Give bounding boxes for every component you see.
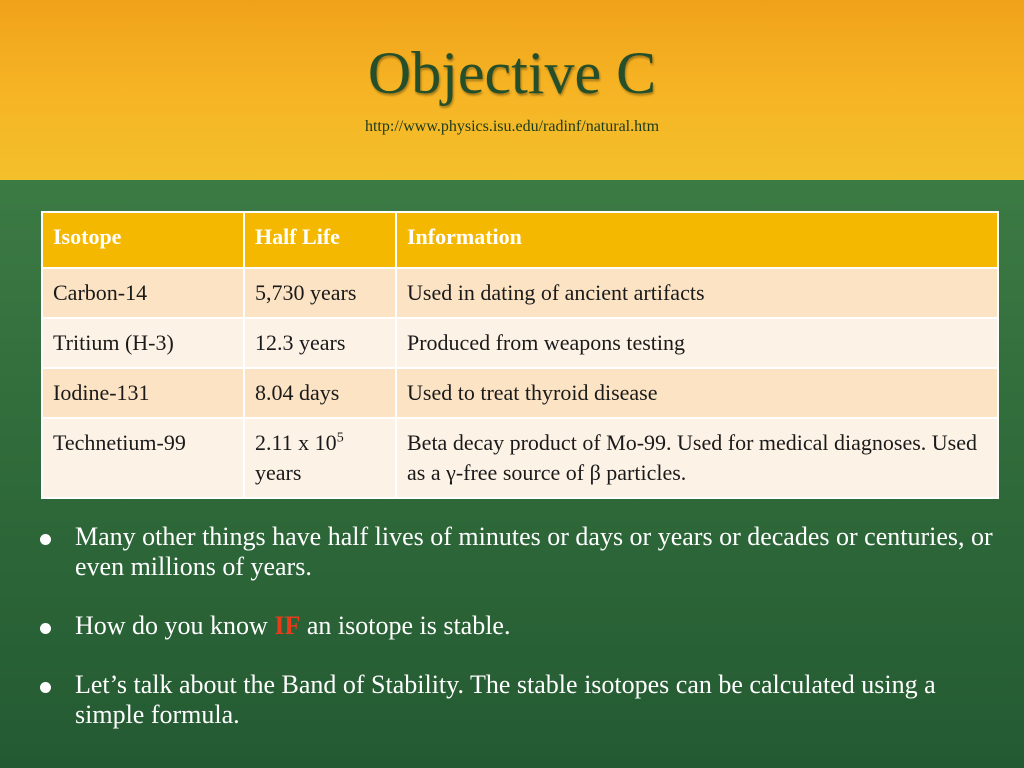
table-row bbox=[42, 318, 998, 368]
bullet-dot-icon bbox=[40, 623, 51, 634]
bullet-item bbox=[40, 522, 1000, 582]
cell-isotope: Iodine-131 bbox=[42, 368, 244, 418]
isotope-table bbox=[41, 211, 999, 499]
cell-half-life bbox=[244, 418, 396, 498]
table-row bbox=[42, 418, 998, 498]
cell-information: Beta decay product of Mo-99. Used for medical diagnoses. Used as a γ-free source of β particles. bbox=[396, 418, 998, 498]
bullet-item bbox=[40, 670, 1000, 730]
cell-half-life: 5,730 years bbox=[244, 268, 396, 318]
header-information: Information bbox=[396, 212, 998, 268]
cell-information: Used to treat thyroid disease bbox=[396, 368, 998, 418]
cell-half-life: 8.04 days bbox=[244, 368, 396, 418]
slide-title: Objective C bbox=[367, 40, 657, 106]
cell-isotope: Technetium-99 bbox=[42, 418, 244, 498]
source-url: http://www.physics.isu.edu/radinf/natural.htm bbox=[364, 118, 660, 135]
header-isotope: Isotope bbox=[42, 212, 244, 268]
rough-edge-decoration bbox=[0, 168, 1024, 204]
bullet-dot-icon bbox=[40, 534, 51, 545]
bullet-text-pre: How do you know bbox=[75, 611, 275, 640]
table-row bbox=[42, 368, 998, 418]
cell-isotope: Carbon-14 bbox=[42, 268, 244, 318]
cell-isotope: Tritium (H-3) bbox=[42, 318, 244, 368]
table-row bbox=[42, 268, 998, 318]
half-life-exponent: 5 bbox=[336, 430, 344, 446]
highlight-if: IF bbox=[274, 611, 301, 640]
bullet-text-post: an isotope is stable. bbox=[300, 611, 511, 640]
bullet-item bbox=[40, 611, 1000, 641]
bullet-list bbox=[40, 522, 1000, 759]
cell-half-life: 12.3 years bbox=[244, 318, 396, 368]
cell-information: Produced from weapons testing bbox=[396, 318, 998, 368]
bullet-text: Many other things have half lives of minutes or days or years or decades or centuries, or even millions of years. bbox=[75, 522, 993, 581]
table-header-row bbox=[42, 212, 998, 268]
header-half-life: Half Life bbox=[244, 212, 396, 268]
half-life-base: 2.11 x 10 bbox=[255, 430, 337, 455]
bullet-text: Let’s talk about the Band of Stability. The stable isotopes can be calculated using a simple formula. bbox=[75, 670, 936, 729]
cell-information: Used in dating of ancient artifacts bbox=[396, 268, 998, 318]
half-life-unit: years bbox=[255, 460, 302, 485]
bullet-dot-icon bbox=[40, 682, 51, 693]
